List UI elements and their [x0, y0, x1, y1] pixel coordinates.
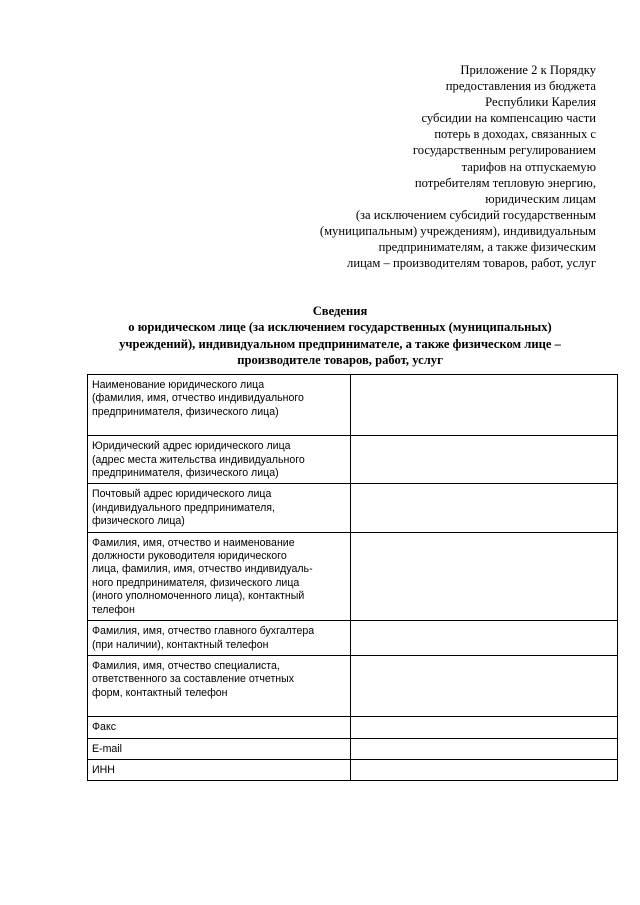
subtitle-line: о юридическом лице (за исключением государственных (муниципальных) — [128, 320, 552, 335]
row-label — [88, 375, 351, 436]
info-table — [87, 374, 618, 781]
label-line: должности руководителя юридического — [92, 550, 287, 563]
table-row — [88, 717, 618, 738]
row-label — [88, 436, 351, 484]
label-line: (адрес места жительства индивидуального — [92, 453, 305, 466]
row-label — [88, 621, 351, 656]
table-row — [88, 621, 618, 656]
subtitle-line: производителе товаров, работ, услуг — [237, 353, 443, 368]
appendix-line: государственным регулированием — [412, 143, 596, 158]
table-row — [88, 738, 618, 759]
appendix-line: потребителям тепловую энергию, — [414, 175, 596, 190]
value-cell[interactable] — [351, 532, 618, 620]
appendix-line: предоставления из бюджета — [445, 79, 596, 94]
label-line: (фамилия, имя, отчество индивидуального — [92, 392, 304, 405]
label-line: телефон — [92, 603, 135, 616]
value-cell[interactable] — [351, 717, 618, 738]
label-line: Фамилия, имя, отчество специалиста, — [92, 659, 280, 672]
row-label — [88, 738, 351, 759]
appendix-line: лицам – производителям товаров, работ, услуг — [347, 256, 596, 271]
appendix-reference — [236, 62, 596, 271]
label-line: предпринимателя, физического лица) — [92, 467, 279, 480]
table-row — [88, 532, 618, 620]
appendix-line: Республики Карелия — [485, 95, 596, 110]
label-line: предпринимателя, физического лица) — [92, 405, 279, 418]
value-cell[interactable] — [351, 375, 618, 436]
table-row — [88, 655, 618, 716]
table-row — [88, 759, 618, 780]
label-line: Почтовый адрес юридического лица — [92, 488, 272, 501]
appendix-line: субсидии на компенсацию части — [421, 111, 596, 126]
value-cell[interactable] — [351, 738, 618, 759]
title-line: Сведения — [312, 304, 368, 318]
table-row — [88, 436, 618, 484]
row-label — [88, 759, 351, 780]
row-label — [88, 484, 351, 532]
label-line: Фамилия, имя, отчество и наименование — [92, 536, 295, 549]
value-cell[interactable] — [351, 655, 618, 716]
subtitle-line: учреждений), индивидуальном предпринимателе, а также физическом лице – — [119, 336, 561, 351]
label-line: (индивидуального предпринимателя, — [92, 501, 275, 514]
table-row — [88, 375, 618, 436]
appendix-line: (муниципальным) учреждениям), индивидуальным — [319, 223, 596, 238]
label-line: E-mail — [92, 742, 123, 755]
label-line: (при наличии), контактный телефон — [92, 638, 269, 651]
label-line: ответственного за составление отчетных — [92, 673, 295, 686]
appendix-line: тарифов на отпускаемую — [461, 159, 596, 174]
label-line: форм, контактный телефон — [92, 686, 228, 699]
blank-line — [92, 419, 346, 432]
value-cell[interactable] — [351, 436, 618, 484]
value-cell[interactable] — [351, 759, 618, 780]
label-line: Наименование юридического лица — [92, 379, 265, 391]
value-cell[interactable] — [351, 484, 618, 532]
appendix-line: Приложение 2 к Порядку — [460, 63, 596, 77]
appendix-line: потерь в доходах, связанных с — [434, 127, 596, 142]
document-title — [60, 303, 620, 369]
row-label — [88, 717, 351, 738]
row-label — [88, 532, 351, 620]
label-line: физического лица) — [92, 515, 185, 528]
label-line: ного предпринимателя, физического лица — [92, 576, 300, 589]
appendix-line: предпринимателям, а также физическим — [378, 240, 596, 255]
label-line: (иного уполномоченного лица), контактный — [92, 590, 305, 603]
appendix-line: (за исключением субсидий государственным — [355, 207, 596, 222]
appendix-line: юридическим лицам — [485, 191, 596, 206]
value-cell[interactable] — [351, 621, 618, 656]
label-line: лица, фамилия, имя, отчество индивидуаль- — [92, 563, 313, 576]
label-line: Фамилия, имя, отчество главного бухгалтера — [92, 625, 315, 638]
row-label — [88, 655, 351, 716]
label-line: Юридический адрес юридического лица — [92, 440, 291, 453]
table-row — [88, 484, 618, 532]
label-line: Факс — [92, 721, 116, 734]
label-line: ИНН — [92, 763, 115, 776]
blank-line — [92, 700, 346, 713]
